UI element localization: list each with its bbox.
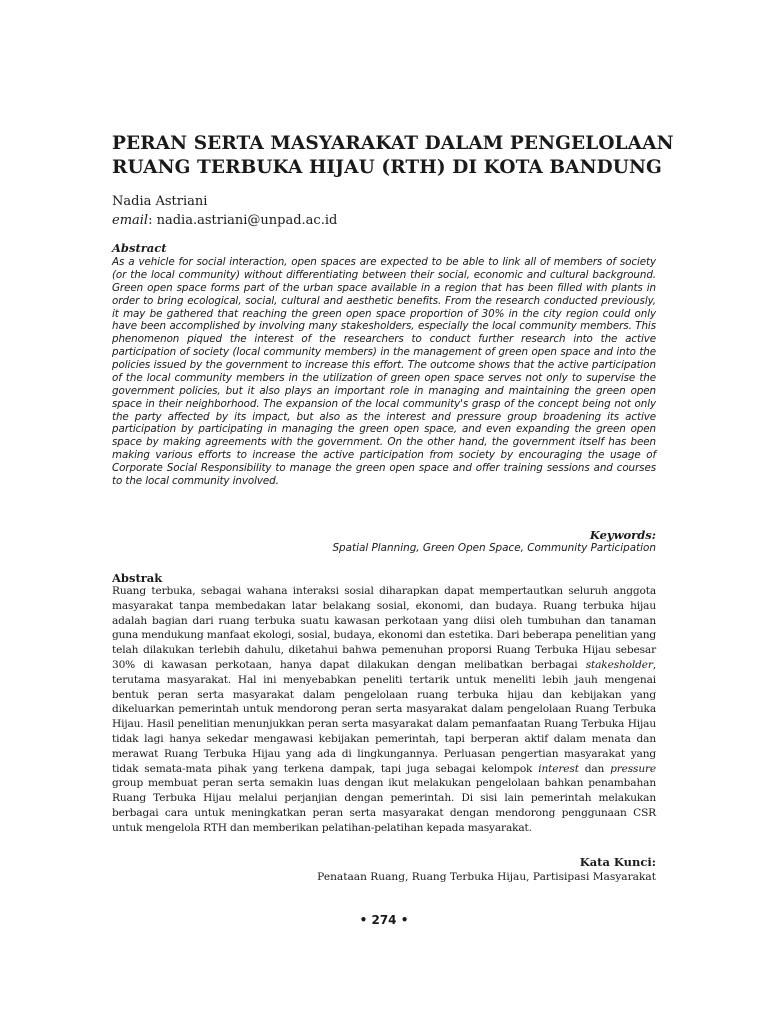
- keywords-en: Spatial Planning, Green Open Space, Community Participation: [332, 542, 656, 554]
- abstract-id-text-2: , terutama masyarakat. Hal ini menyebabkan peneliti tertarik untuk meneliti lebih jauh mengenai bentuk peran serta masyarakat dalam pengelolaan ruang terbuka hijau dan kebijakan yang dikeluarkan pemerintah untuk mendorong peran serta masyarakat dalam pengelolaan Ruang Terbuka Hijau. Hasil penelitian menunjukkan peran serta masyarakat dalam pemanfaatan Ruang Terbuka Hijau tidak lagi hanya sekedar mengawasi kebijakan pemerintah, tapi berperan aktif dalam menata dan merawat Ruang Terbuka Hijau yang ada di lingkungannya. Perluasan pengertian masyarakat yang tidak semata-mata pihak yang terkena dampak, tapi juga sebagai kelompok: [112, 658, 657, 775]
- abstract-en-body: As a vehicle for social interaction, open spaces are expected to be able to link all of members of society (or the local community) without differentiating between their social, economic and cultural background. Green open space forms part of the urban space available in a region that has been filled with plants in order to bring ecological, social, cultural and aesthetic benefits. From the research conducted previously, it may be gathered that reaching the green open space proportion of 30% in the city region could only have been accomplished by involving many stakesholders, especially the local community members. This phenomenon piqued the interest of the researchers to conduct further research into the active participation of society (local community members) in the management of green open space and into the policies issued by the government to increase this effort. The outcome shows that the active participation of the local community members in the utilization of green open space serves not only to supervise the government policies, but it also plays an important role in managing and maintaining the green open space in their neighborhood. The expansion of the local community's grasp of the concept being not only the party affected by its impact, but also as the interest and pressure group broadening its active participation by participating in managing the green open space, and even expanding the green open space by making agreements with the government. On the other hand, the government itself has been making various efforts to increase the active participation from society by encouraging the usage of Corporate Social Responsibility to manage the green open space and offer training sessions and courses to the local community involved.: [112, 256, 656, 487]
- title-line-1: PERAN SERTA MASYARAKAT DALAM PENGELOLAAN: [112, 133, 674, 154]
- author-email: [112, 211, 337, 230]
- article-title: [112, 132, 674, 180]
- email-address[interactable]: : nadia.astriani@unpad.ac.id: [148, 213, 338, 228]
- abstract-id-text-3: dan: [584, 762, 605, 775]
- abstract-id-body: [112, 584, 656, 836]
- abstract-id-heading: Abstrak: [112, 571, 163, 585]
- keywords-id: Penataan Ruang, Ruang Terbuka Hijau, Partisipasi Masyarakat: [317, 871, 656, 883]
- abstract-en-heading: Abstract: [112, 241, 167, 255]
- paper-page: [112, 0, 674, 1024]
- abstract-id-text-1: Ruang terbuka, sebagai wahana interaksi sosial diharapkan dapat mempertautkan seluruh anggota masyarakat tanpa membedakan latar belakang sosial, ekonomi, dan budaya. Ruang terbuka hijau adalah bagian dari ruang terbuka suatu kawasan perkotaan yang diisi oleh tumbuhan dan tanaman guna mendukung manfaat ekologi, sosial, budaya, ekonomi dan estetika. Dari beberapa penelitian yang telah dilakukan terlebih dahulu, diketahui bahwa pemenuhan proporsi Ruang Terbuka Hijau sebesar 30% di kawasan perkotaan, hanya dapat dilakukan dengan melibatkan berbagai: [112, 585, 656, 671]
- page-number: • 274 •: [359, 913, 409, 927]
- email-label: email: [112, 213, 149, 228]
- abstract-id-em-pressure: pressure: [610, 762, 657, 775]
- title-line-2: RUANG TERBUKA HIJAU (RTH) DI KOTA BANDUNG: [112, 157, 662, 178]
- keywords-en-heading: Keywords:: [589, 528, 656, 542]
- abstract-id-text-4: group membuat peran serta semakin luas dengan ikut melakukan pengelolaan bahkan penambahan Ruang Terbuka Hijau melalui perjanjian dengan pemerintah. Di sisi lain pemerintah melakukan berbagai cara untuk meningkatkan peran serta masyarakat dengan mendorong penggunaan CSR untuk mengelola RTH dan memberikan pelatihan-pelatihan kepada masyarakat.: [112, 777, 656, 834]
- keywords-id-heading: Kata Kunci:: [579, 855, 656, 869]
- author-name: Nadia Astriani: [112, 194, 208, 209]
- abstract-id-em-stakeholder: stakesholder: [585, 658, 653, 671]
- abstract-id-em-interest: interest: [538, 762, 579, 775]
